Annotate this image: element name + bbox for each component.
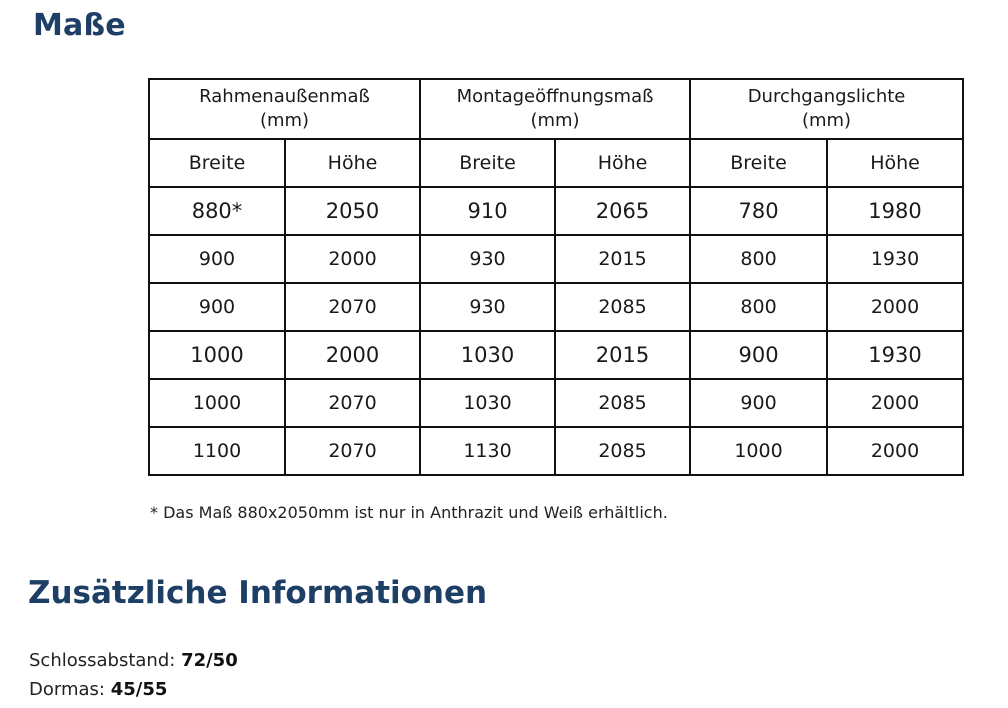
- info-section-title: Zusätzliche Informationen: [28, 575, 488, 611]
- group-header-label: Rahmenaußenmaß: [199, 86, 370, 107]
- table-cell: 1000: [149, 331, 285, 379]
- table-row: [149, 427, 963, 475]
- column-header: Höhe: [555, 139, 690, 187]
- info-item-lock-distance: [29, 650, 238, 671]
- table-cell: 2085: [555, 427, 690, 475]
- table-cell: 2050: [285, 187, 420, 235]
- table-cell: 2070: [285, 379, 420, 427]
- table-cell: 1000: [690, 427, 827, 475]
- table-cell: 1930: [827, 235, 963, 283]
- table-cell: 1980: [827, 187, 963, 235]
- table-cell: 900: [690, 331, 827, 379]
- group-header-unit: (mm): [801, 110, 852, 131]
- page-title: Maße: [33, 8, 126, 43]
- table-subheader-row: [149, 139, 963, 187]
- table-cell: 1100: [149, 427, 285, 475]
- table-cell: 2015: [555, 331, 690, 379]
- column-header: Breite: [420, 139, 555, 187]
- table-group-header-row: [149, 79, 963, 139]
- info-item-value: 45/55: [110, 679, 168, 700]
- table-cell: 930: [420, 235, 555, 283]
- group-header-clearance: [690, 79, 963, 139]
- table-cell: 1930: [827, 331, 963, 379]
- table-row: [149, 187, 963, 235]
- table-cell: 1000: [149, 379, 285, 427]
- column-header: Breite: [149, 139, 285, 187]
- group-header-label: Durchgangslichte: [747, 86, 906, 107]
- table-cell: 900: [149, 235, 285, 283]
- table-cell: 2000: [285, 235, 420, 283]
- table-cell: 2070: [285, 283, 420, 331]
- table-cell: 900: [149, 283, 285, 331]
- group-header-frame: [149, 79, 420, 139]
- table-cell: 780: [690, 187, 827, 235]
- table-cell: 2085: [555, 379, 690, 427]
- table-cell: 800: [690, 283, 827, 331]
- footnote: * Das Maß 880x2050mm ist nur in Anthrazit und Weiß erhältlich.: [150, 503, 668, 522]
- table-cell: 910: [420, 187, 555, 235]
- group-header-opening: [420, 79, 690, 139]
- info-item-dormas: [29, 679, 167, 700]
- table-cell: 2015: [555, 235, 690, 283]
- table-cell: 2065: [555, 187, 690, 235]
- table-row: [149, 283, 963, 331]
- table-cell: 1030: [420, 379, 555, 427]
- table-cell: 930: [420, 283, 555, 331]
- table-cell: 800: [690, 235, 827, 283]
- info-item-label: Schlossabstand:: [29, 650, 176, 671]
- table-row: [149, 235, 963, 283]
- table-cell: 2070: [285, 427, 420, 475]
- table-row: [149, 331, 963, 379]
- table-cell: 2000: [827, 283, 963, 331]
- table-cell: 2000: [285, 331, 420, 379]
- table-row: [149, 379, 963, 427]
- column-header: Breite: [690, 139, 827, 187]
- info-item-label: Dormas:: [29, 679, 105, 700]
- group-header-unit: (mm): [530, 110, 580, 131]
- column-header: Höhe: [285, 139, 420, 187]
- table-cell: 2000: [827, 427, 963, 475]
- column-header: Höhe: [827, 139, 963, 187]
- group-header-unit: (mm): [259, 110, 310, 131]
- table-cell: 2085: [555, 283, 690, 331]
- table-cell: 900: [690, 379, 827, 427]
- table-cell: 1030: [420, 331, 555, 379]
- info-item-value: 72/50: [181, 650, 238, 671]
- group-header-label: Montageöffnungsmaß: [456, 86, 654, 107]
- dimensions-table: [148, 78, 964, 476]
- table-cell: 880*: [149, 187, 285, 235]
- table-cell: 2000: [827, 379, 963, 427]
- table-cell: 1130: [420, 427, 555, 475]
